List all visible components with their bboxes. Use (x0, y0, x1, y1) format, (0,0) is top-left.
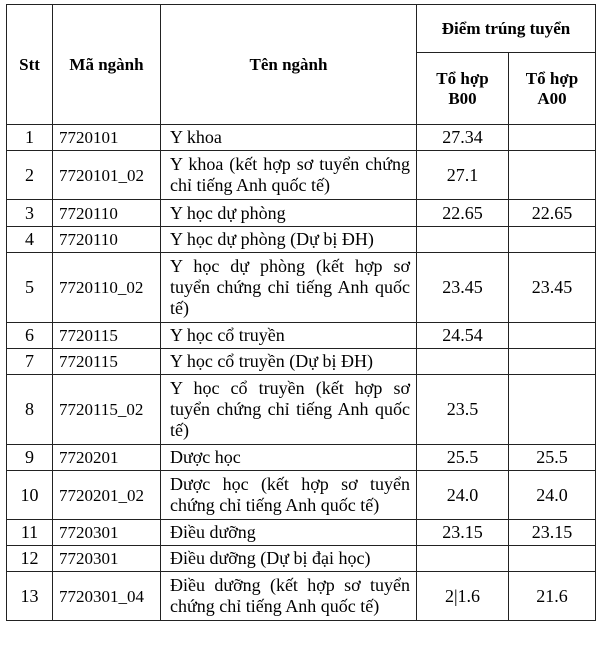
row-code: 7720201_02 (53, 471, 161, 520)
row-stt: 12 (7, 546, 53, 572)
row-name: Điều dưỡng (kết hợp sơ tuyển chứng chỉ tiếng Anh quốc tế) (161, 572, 417, 621)
row-score-a00 (509, 546, 596, 572)
admission-scores-table (6, 4, 596, 621)
row-name: Y học dự phòng (kết hợp sơ tuyển chứng chỉ tiếng Anh quốc tế) (161, 253, 417, 323)
header-stt: Stt (7, 5, 53, 125)
row-score-b00: 23.5 (417, 375, 509, 445)
row-stt: 5 (7, 253, 53, 323)
row-code: 7720301 (53, 520, 161, 546)
row-score-a00 (509, 375, 596, 445)
row-stt: 6 (7, 323, 53, 349)
row-score-b00: 24.54 (417, 323, 509, 349)
row-score-a00: 24.0 (509, 471, 596, 520)
row-score-a00: 23.15 (509, 520, 596, 546)
row-code: 7720110_02 (53, 253, 161, 323)
row-score-a00: 22.65 (509, 200, 596, 227)
row-name: Y khoa (kết hợp sơ tuyển chứng chỉ tiếng Anh quốc tế) (161, 151, 417, 200)
row-name: Y học cổ truyền (kết hợp sơ tuyển chứng chỉ tiếng Anh quốc tế) (161, 375, 417, 445)
row-score-a00 (509, 323, 596, 349)
row-name: Dược học (kết hợp sơ tuyển chứng chỉ tiếng Anh quốc tế) (161, 471, 417, 520)
row-code: 7720301 (53, 546, 161, 572)
row-score-a00 (509, 349, 596, 375)
row-score-b00: 2|1.6 (417, 572, 509, 621)
row-score-b00: 25.5 (417, 445, 509, 471)
table-row (7, 227, 596, 253)
row-name: Điều dưỡng (Dự bị đại học) (161, 546, 417, 572)
header-name: Tên ngành (161, 5, 417, 125)
row-code: 7720115 (53, 349, 161, 375)
row-score-a00: 25.5 (509, 445, 596, 471)
row-score-b00: 24.0 (417, 471, 509, 520)
row-stt: 2 (7, 151, 53, 200)
row-name: Y học dự phòng (Dự bị ĐH) (161, 227, 417, 253)
table-row (7, 125, 596, 151)
row-stt: 4 (7, 227, 53, 253)
row-stt: 10 (7, 471, 53, 520)
table-row (7, 253, 596, 323)
row-score-b00 (417, 227, 509, 253)
row-code: 7720110 (53, 227, 161, 253)
row-stt: 3 (7, 200, 53, 227)
row-stt: 8 (7, 375, 53, 445)
table-body (7, 125, 596, 621)
row-score-a00: 21.6 (509, 572, 596, 621)
row-name: Y học cổ truyền (161, 323, 417, 349)
row-score-b00 (417, 546, 509, 572)
header-score-group: Điểm trúng tuyển (417, 5, 596, 53)
row-score-a00: 23.45 (509, 253, 596, 323)
table-row (7, 349, 596, 375)
row-score-a00 (509, 227, 596, 253)
row-score-a00 (509, 151, 596, 200)
row-code: 7720301_04 (53, 572, 161, 621)
row-stt: 11 (7, 520, 53, 546)
table-row (7, 323, 596, 349)
row-code: 7720201 (53, 445, 161, 471)
row-score-b00: 27.1 (417, 151, 509, 200)
row-score-b00 (417, 349, 509, 375)
row-score-a00 (509, 125, 596, 151)
table-row (7, 200, 596, 227)
row-code: 7720101_02 (53, 151, 161, 200)
row-score-b00: 27.34 (417, 125, 509, 151)
row-score-b00: 22.65 (417, 200, 509, 227)
row-stt: 13 (7, 572, 53, 621)
row-stt: 7 (7, 349, 53, 375)
row-code: 7720115_02 (53, 375, 161, 445)
row-name: Y học dự phòng (161, 200, 417, 227)
row-name: Điều dưỡng (161, 520, 417, 546)
row-code: 7720110 (53, 200, 161, 227)
table-row (7, 520, 596, 546)
header-a00: Tổ hợp A00 (509, 53, 596, 125)
row-score-b00: 23.15 (417, 520, 509, 546)
table-row (7, 375, 596, 445)
row-name: Y học cổ truyền (Dự bị ĐH) (161, 349, 417, 375)
row-name: Y khoa (161, 125, 417, 151)
header-code: Mã ngành (53, 5, 161, 125)
row-score-b00: 23.45 (417, 253, 509, 323)
row-code: 7720101 (53, 125, 161, 151)
row-stt: 1 (7, 125, 53, 151)
row-stt: 9 (7, 445, 53, 471)
table-row (7, 471, 596, 520)
table-row (7, 572, 596, 621)
table-row (7, 546, 596, 572)
table-row (7, 445, 596, 471)
table-row (7, 151, 596, 200)
header-b00: Tổ hợp B00 (417, 53, 509, 125)
row-code: 7720115 (53, 323, 161, 349)
row-name: Dược học (161, 445, 417, 471)
